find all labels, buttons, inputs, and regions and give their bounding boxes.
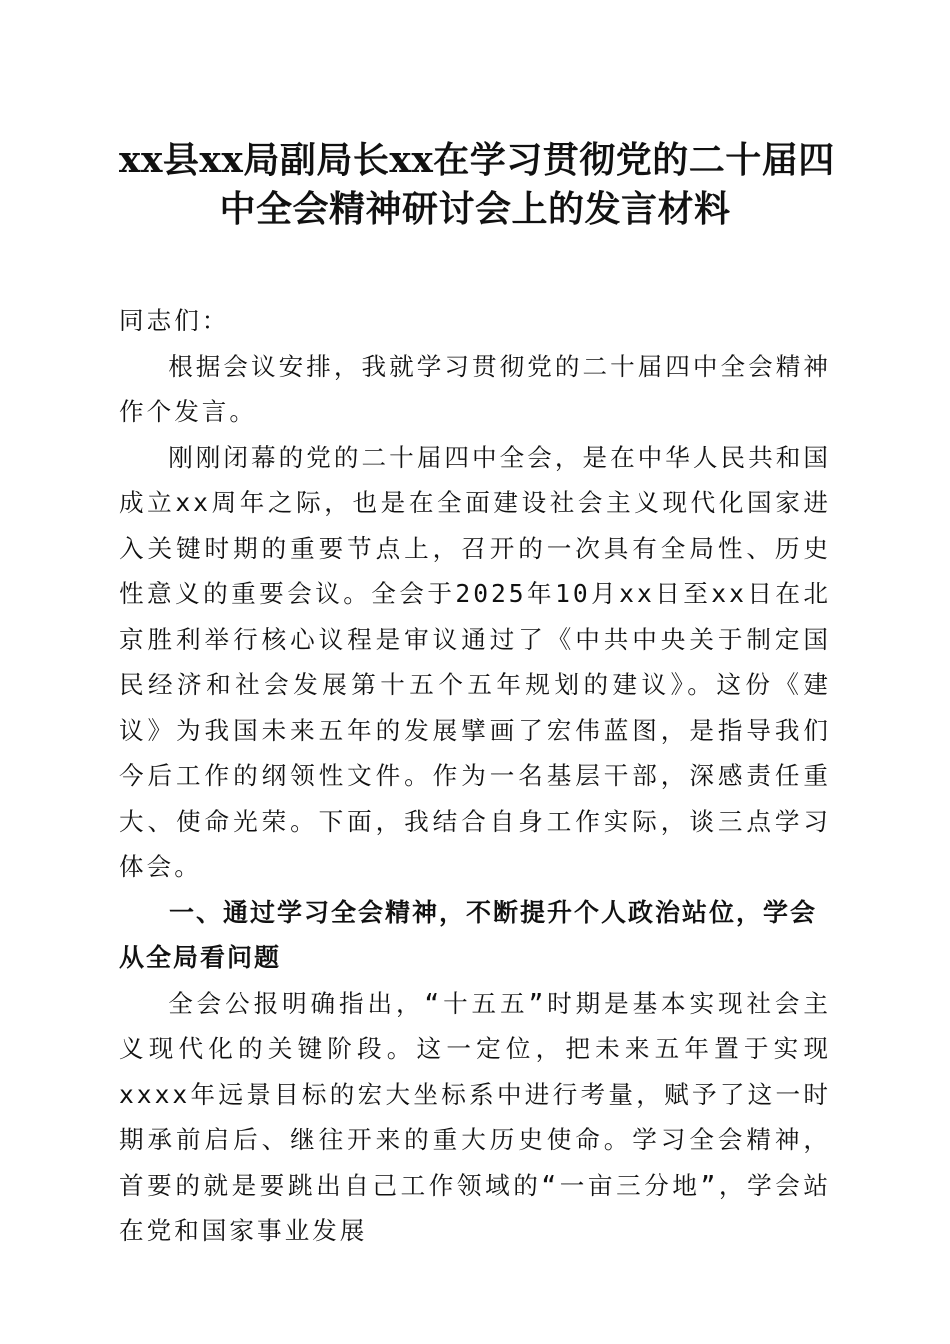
title-line-2: 中全会精神研讨会上的发言材料 — [219, 188, 731, 230]
document-body — [119, 136, 835, 1254]
paragraph-background: 刚刚闭幕的党的二十届四中全会，是在中华人民共和国成立xx周年之际，也是在全面建设社会主义现代化国家进入关键时期的重要节点上，召开的一次具有全局性、历史性意义的重要会议。全会于2025年10月xx日至xx日在北京胜利举行核心议程是审议通过了《中共中央关于制定国民经济和社会发展第十五个五年规划的建议》。这份《建议》为我国未来五年的发展擘画了宏伟蓝图，是指导我们今后工作的纲领性文件。作为一名基层干部，深感责任重大、使命光荣。下面，我结合自身工作实际，谈三点学习体会。 — [119, 442, 831, 881]
paragraph-intro: 根据会议安排，我就学习贯彻党的二十届四中全会精神作个发言。 — [119, 351, 831, 426]
title-line-1: xx县xx局副局长xx在学习贯彻党的二十届四 — [119, 139, 835, 181]
paragraph-section-1: 全会公报明确指出，“十五五”时期是基本实现社会主义现代化的关键阶段。这一定位，把未来五年置于实现xxxx年远景目标的宏大坐标系中进行考量，赋予了这一时期承前启后、继往开来的重大历史使命。学习全会精神，首要的就是要跳出自己工作领域的“一亩三分地”，学会站在党和国家事业发展 — [119, 988, 831, 1245]
section-heading-1: 一、通过学习全会精神，不断提升个人政治站位，学会从全局看问题 — [119, 897, 818, 972]
speech-text — [119, 298, 831, 1254]
salutation: 同志们： — [119, 306, 230, 335]
document-title — [119, 136, 835, 234]
